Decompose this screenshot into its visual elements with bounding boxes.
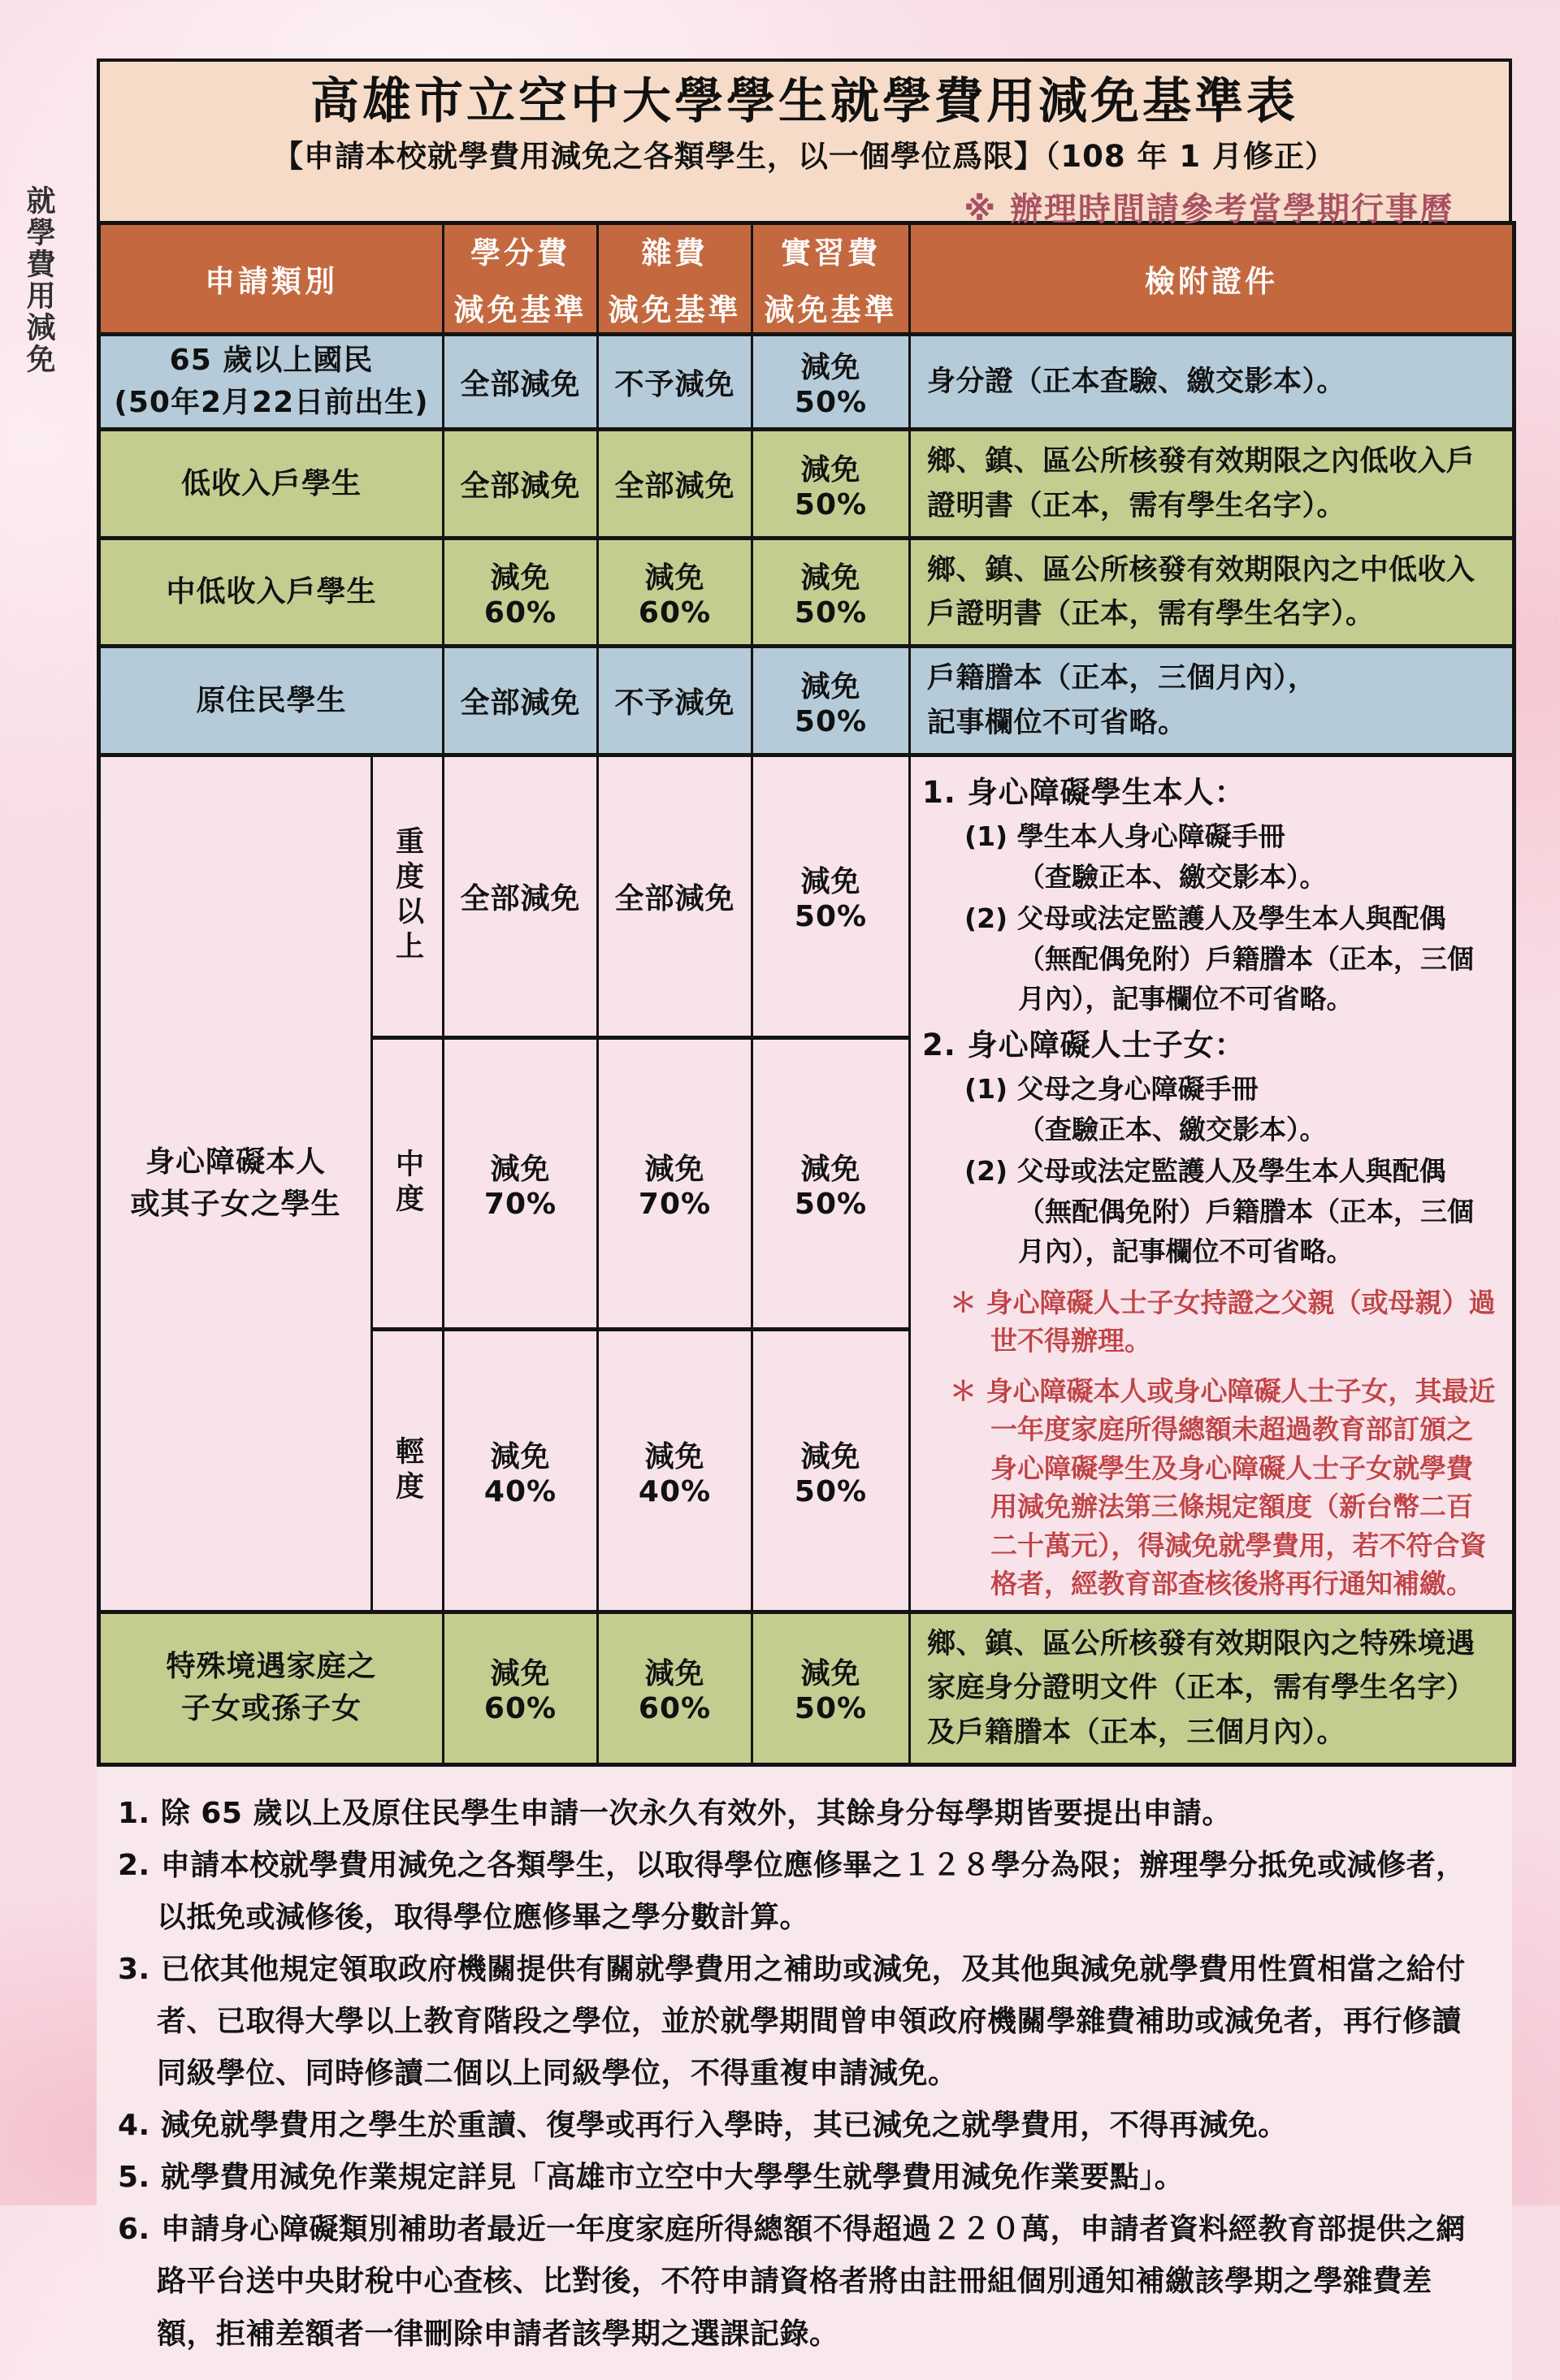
category-line: 特殊境遇家庭之: [166, 1650, 377, 1684]
severity-label: 中度: [391, 1148, 424, 1218]
table-row-mid-low-income: [99, 538, 1514, 647]
documents-cell: [910, 647, 1514, 755]
column-header-line: 雜費: [641, 236, 708, 270]
credit-fee-cell: 減免 40%: [444, 1330, 598, 1612]
documents-item: (2) 父母或法定監護人及學生本人與配偶（無配偶免附）戶籍謄本（正本，三個月內），記事欄位不可省略。: [964, 902, 1474, 1015]
category-cell: 低收入戶學生: [99, 430, 444, 539]
misc-fee-cell: 不予減免: [598, 335, 752, 430]
credit-fee-cell: 全部減免: [444, 755, 598, 1037]
severity-label: 重度以上: [391, 826, 424, 967]
credit-fee-cell: 減免 60%: [444, 1612, 598, 1765]
schedule-note: ※ 辦理時間請參考當學期行事曆: [964, 191, 1454, 228]
documents-item: (1) 學生本人身心障礙手冊: [964, 820, 1285, 853]
sidebar-section-label: 就學費用減免: [22, 185, 55, 375]
misc-fee-cell: 減免 60%: [598, 1612, 752, 1765]
category-line: (50年2月22日前出生): [114, 386, 429, 420]
table-row-special-circumstance: [99, 1612, 1514, 1765]
footnote: 1. 除 65 歲以上及原住民學生申請一次永久有效外，其餘身分每學期皆要提出申請。: [118, 1796, 1232, 1830]
column-header-credit-fee: [444, 223, 598, 335]
severity-cell: [372, 755, 444, 1037]
category-line: 身心障礙本人: [145, 1145, 326, 1179]
credit-fee-cell: 減免 70%: [444, 1037, 598, 1329]
documents-cell-disability: [910, 755, 1514, 1612]
documents-item: (1) 父母之身心障礙手冊: [964, 1073, 1259, 1106]
page-subtitle: 【申請本校就學費用減免之各類學生，以一個學位爲限】（108 年 1 月修正）: [272, 139, 1337, 174]
misc-fee-cell: 不予減免: [598, 647, 752, 755]
table-row-low-income: [99, 430, 1514, 539]
footnote: 4. 減免就學費用之學生於重讀、復學或再行入學時，其已減免之就學費用，不得再減免。: [118, 2109, 1288, 2143]
table-row-indigenous: [99, 647, 1514, 755]
column-header-category: 申請類別: [99, 223, 444, 335]
practicum-fee-cell: 減免 50%: [752, 430, 910, 539]
footnote: 5. 就學費用減免作業規定詳見「高雄市立空中大學學生就學費用減免作業要點」。: [118, 2161, 1185, 2195]
practicum-fee-cell: 減免 50%: [752, 1612, 910, 1765]
column-header-line: 實習費: [781, 236, 881, 270]
footnote: 2. 申請本校就學費用減免之各類學生，以取得學位應修畢之１２８學分為限；辦理學分抵免或減修者，以抵免或減修後，取得學位應修畢之學分數計算。: [118, 1848, 1466, 1934]
column-header-practicum-fee: [752, 223, 910, 335]
practicum-fee-cell: 減免 50%: [752, 755, 910, 1037]
practicum-fee-cell: 減免 50%: [752, 538, 910, 647]
column-header-line: 減免基準: [608, 292, 742, 327]
category-cell-disability: [99, 755, 372, 1612]
severity-cell: [372, 1037, 444, 1329]
column-header-line: 減免基準: [764, 292, 898, 327]
documents-section-title: 2. 身心障礙人士子女：: [922, 1027, 1246, 1062]
footnotes-section: [97, 1767, 1512, 2369]
practicum-fee-cell: 減免 50%: [752, 1330, 910, 1612]
category-line: 65 歲以上國民: [169, 344, 374, 377]
documents-line: 戶籍謄本（正本，三個月內），: [927, 662, 1317, 695]
documents-item-continuation: （查驗正本、繳交影本）。: [1018, 860, 1327, 893]
credit-fee-cell: 全部減免: [444, 430, 598, 539]
category-line: 或其子女之學生: [130, 1187, 341, 1221]
documents-line: 記事欄位不可省略。: [927, 706, 1187, 739]
column-header-line: 學分費: [470, 236, 570, 270]
column-header-misc-fee: [598, 223, 752, 335]
practicum-fee-cell: 減免 50%: [752, 647, 910, 755]
documents-cell: 鄉、鎮、區公所核發有效期限內之特殊境遇家庭身分證明文件（正本，需有學生名字）及戶籍謄本（正本，三個月內）。: [910, 1612, 1514, 1765]
page-title: 高雄市立空中大學學生就學費用減免基準表: [310, 73, 1298, 130]
table-row-disability-severe: [99, 755, 1514, 1037]
column-header-line: 減免基準: [453, 292, 587, 327]
documents-section-title: 1. 身心障礙學生本人：: [922, 774, 1246, 810]
category-cell: 原住民學生: [99, 647, 444, 755]
fee-reduction-table: [97, 221, 1516, 1767]
footnote: 3. 已依其他規定領取政府機關提供有關就學費用之補助或減免，及其他與減免就學費用性質相當之給付者、已取得大學以上教育階段之學位，並於就學期間曾申領政府機關學雜費補助或減免者，再行修讀同級學位、同時修讀二個以上同級學位，不得重複申請減免。: [118, 1952, 1466, 2091]
warning-note: ＊ 身心障礙人士子女持證之父親（或母親）過世不得辦理。: [950, 1286, 1496, 1357]
table-header-row: [99, 223, 1514, 335]
credit-fee-cell: 全部減免: [444, 647, 598, 755]
misc-fee-cell: 全部減免: [598, 430, 752, 539]
misc-fee-cell: 減免 40%: [598, 1330, 752, 1612]
severity-label: 輕度: [391, 1435, 424, 1506]
documents-cell: 身分證（正本查驗、繳交影本）。: [910, 335, 1514, 430]
table-row-senior: [99, 335, 1514, 430]
category-cell: [99, 335, 444, 430]
document-sheet: [97, 58, 1512, 2380]
documents-cell: 鄉、鎮、區公所核發有效期限之內低收入戶證明書（正本，需有學生名字）。: [910, 430, 1514, 539]
documents-cell: 鄉、鎮、區公所核發有效期限內之中低收入戶證明書（正本，需有學生名字）。: [910, 538, 1514, 647]
misc-fee-cell: 全部減免: [598, 755, 752, 1037]
title-band: [97, 58, 1512, 228]
column-header-documents: 檢附證件: [910, 223, 1514, 335]
documents-item: (2) 父母或法定監護人及學生本人與配偶（無配偶免附）戶籍謄本（正本，三個月內），記事欄位不可省略。: [964, 1155, 1474, 1268]
severity-cell: [372, 1330, 444, 1612]
misc-fee-cell: 減免 70%: [598, 1037, 752, 1329]
misc-fee-cell: 減免 60%: [598, 538, 752, 647]
credit-fee-cell: 全部減免: [444, 335, 598, 430]
practicum-fee-cell: 減免 50%: [752, 335, 910, 430]
practicum-fee-cell: 減免 50%: [752, 1037, 910, 1329]
category-cell: [99, 1612, 444, 1765]
warning-note: ＊ 身心障礙本人或身心障礙人士子女，其最近一年度家庭所得總額未超過教育部訂頒之身心障礙學生及身心障礙人士子女就學費用減免辦法第三條規定額度（新台幣二百二十萬元），得減免就學費用，若不符合資格者，經教育部查核後將再行通知補繳。: [950, 1374, 1496, 1600]
footnote: 6. 申請身心障礙類別補助者最近一年度家庭所得總額不得超過２２０萬，申請者資料經教育部提供之網路平台送中央財稅中心查核、比對後，不符申請資格者將由註冊組個別通知補繳該學期之學雜費差額，拒補差額者一律刪除申請者該學期之選課記錄。: [118, 2213, 1466, 2351]
credit-fee-cell: 減免 60%: [444, 538, 598, 647]
category-line: 子女或孫子女: [180, 1692, 362, 1726]
category-cell: 中低收入戶學生: [99, 538, 444, 647]
documents-item-continuation: （查驗正本、繳交影本）。: [1018, 1113, 1327, 1145]
